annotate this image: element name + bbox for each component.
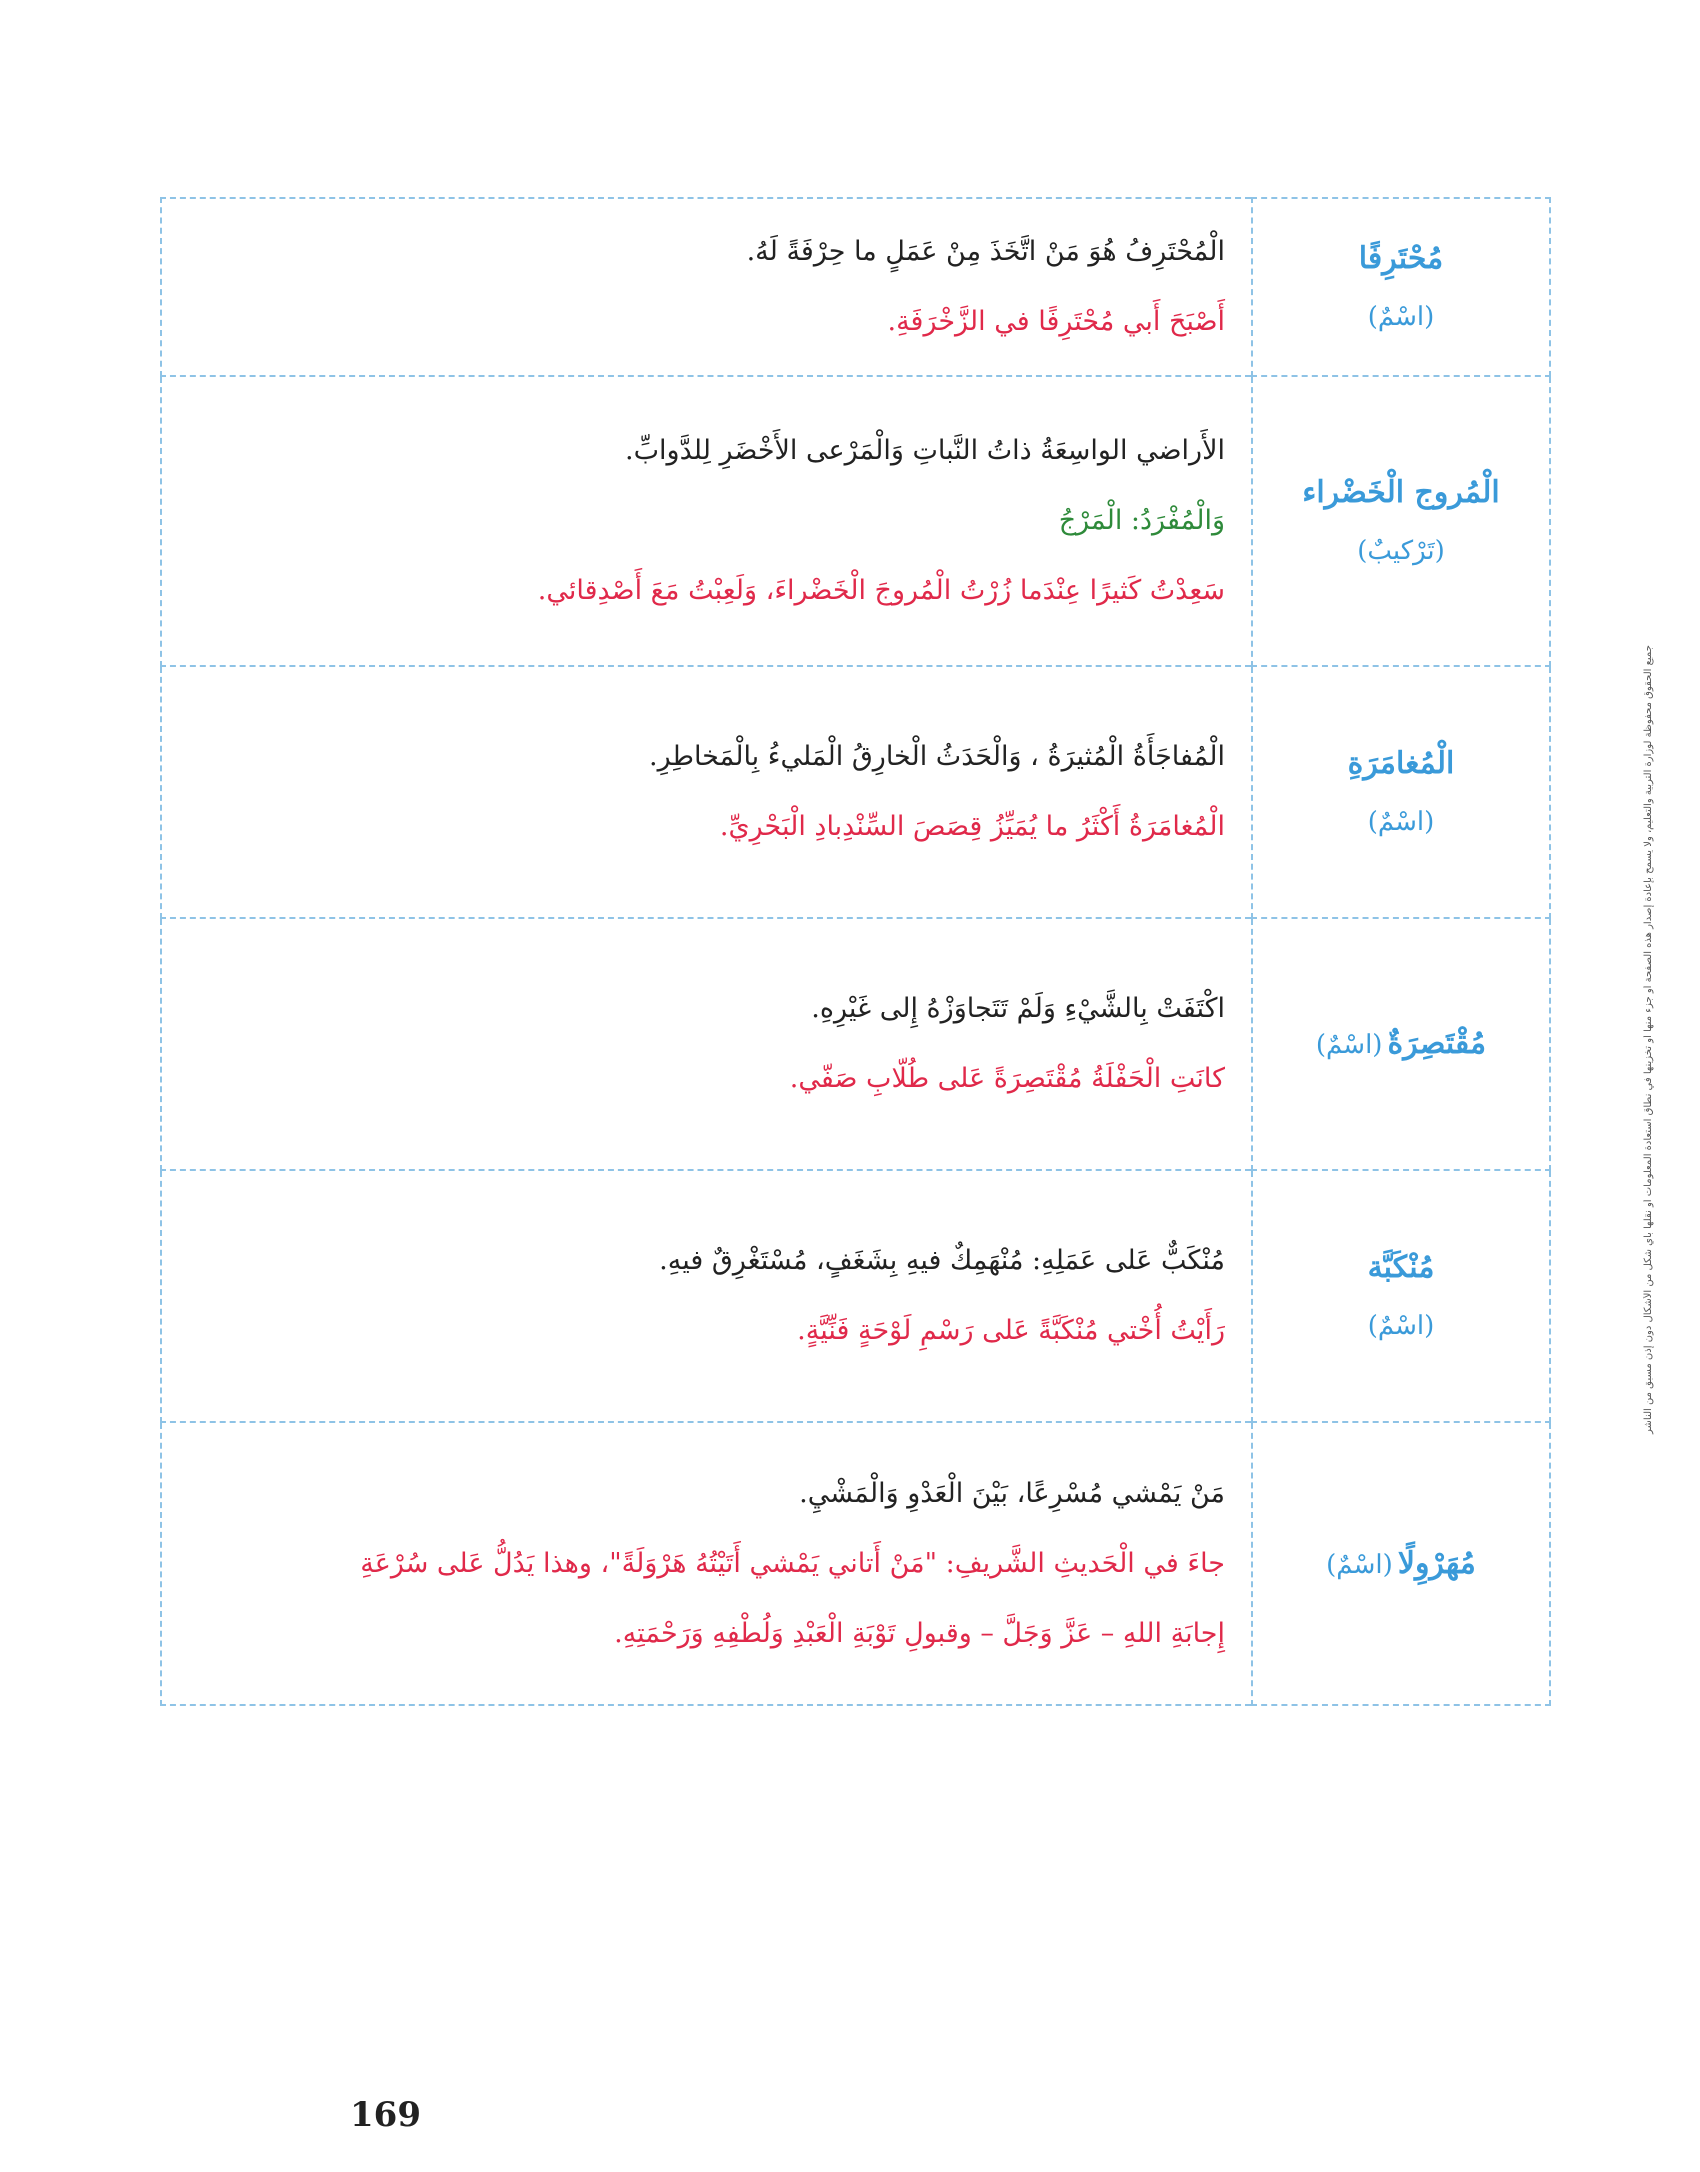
word-type: (اسْمٌ) (1367, 1311, 1435, 1342)
definition-text: الْمُفاجَأَةُ الْمُثيرَةُ ، وَالْحَدَثُ الْخارِقُ الْمَليءُ بِالْمَخاطِرِ. (648, 741, 1225, 772)
vocab-word: مُقْتَصِرَةٌ (1387, 1026, 1487, 1061)
vocab-word: الْمُغامَرَةِ (1347, 746, 1455, 782)
vocab-row (161, 666, 1550, 918)
example-sentence: كانَتِ الْحَفْلَةُ مُقْتَصِرَةً عَلى طُلّابِ صَفّي. (789, 1063, 1225, 1094)
page-number: 169 (350, 2095, 421, 2135)
word-type: (اسْمٌ) (1367, 807, 1435, 838)
vocab-word: الْمُروج الْخَضْراء (1302, 475, 1500, 511)
definition-cell (161, 376, 1252, 666)
word-type: (تَرْكيبٌ) (1357, 536, 1445, 567)
definition-cell (161, 918, 1252, 1170)
definition-text: مَنْ يَمْشي مُسْرِعًا، بَيْنَ الْعَدْوِ وَالْمَشْيِ. (799, 1477, 1225, 1509)
example-sentence: الْمُغامَرَةُ أَكْثَرُ ما يُمَيِّزُ قِصَصَ السِّنْدِبادِ الْبَحْرِيِّ. (719, 811, 1225, 842)
definition-text: اكْتَفَتْ بِالشَّيْءِ وَلَمْ تَتَجاوَزْهُ إِلى غَيْرِهِ. (811, 993, 1225, 1024)
example-sentence: أَصْبَحَ أَبي مُحْتَرِفًا في الزَّخْرَفَةِ. (887, 306, 1225, 337)
copyright-note: جميع الحقوق محفوظة لوزارة التربية والتعليم، ولا يسمح بإعادة إصدار هذه الصفحة أو جزء منها أو تخزينها في نطاق استعادة المعلومات أو نقلها بأي شكل من الأشكال دون إذن مسبق من الناشر (1643, 645, 1654, 1435)
example-sentence: رَأَيْتُ أُخْتي مُنْكَبَّةً عَلى رَسْمِ لَوْحَةٍ فَنِّيَّةٍ. (797, 1315, 1225, 1346)
word-type: (اسْمٌ) (1367, 302, 1435, 333)
vocab-row (161, 1170, 1550, 1422)
word-cell (1252, 918, 1550, 1170)
vocab-row (161, 198, 1550, 376)
word-cell (1252, 376, 1550, 666)
word-cell (1252, 1422, 1550, 1705)
vocab-word: مُهَرْوِلًا (1397, 1545, 1476, 1581)
vocab-row (161, 376, 1550, 666)
word-type: (اسْمٌ) (1326, 1549, 1393, 1580)
word-type: (اسْمٌ) (1315, 1030, 1383, 1060)
definition-text: مُنْكَبٌّ عَلى عَمَلِهِ: مُنْهَمِكٌ فيهِ بِشَغَفٍ، مُسْتَغْرِقٌ فيهِ. (659, 1245, 1225, 1276)
definition-text: الأَراضي الواسِعَةُ ذاتُ النَّباتِ وَالْمَرْعى الأَخْضَرِ لِلدَّوابِّ. (625, 435, 1225, 466)
word-cell (1252, 1170, 1550, 1422)
singular-form: وَالْمُفْرَدُ: الْمَرْجُ (1058, 505, 1225, 536)
vocab-row (161, 1422, 1550, 1705)
example-sentence: سَعِدْتُ كَثيرًا عِنْدَما زُرْتُ الْمُروجَ الْخَضْراءَ، وَلَعِبْتُ مَعَ أَصْدِقائي. (537, 575, 1225, 606)
definition-cell (161, 666, 1252, 918)
word-cell (1252, 198, 1550, 376)
vocabulary-table (160, 197, 1551, 1706)
definition-cell (161, 1170, 1252, 1422)
example-sentence: إِجابَةِ اللهِ – عَزَّ وَجَلَّ – وقبولِ تَوْبَةِ الْعَبْدِ وَلُطْفِهِ وَرَحْمَتِهِ. (614, 1617, 1225, 1649)
word-cell (1252, 666, 1550, 918)
vocab-word: مُنْكَبَّة (1367, 1250, 1435, 1286)
vocab-row (161, 918, 1550, 1170)
definition-cell (161, 1422, 1252, 1705)
definition-text: الْمُحْتَرِفُ هُوَ مَنْ اتَّخَذَ مِنْ عَمَلٍ ما حِرْفَةً لَهُ. (746, 236, 1225, 267)
example-sentence: جاءَ في الْحَديثِ الشَّريفِ: "مَنْ أَتاني يَمْشي أَتَيْتُهُ هَرْوَلَةً"، وهذا يَدُلُّ عَلى سُرْعَةِ (360, 1547, 1225, 1579)
vocab-word: مُحْتَرِفًا (1358, 241, 1444, 277)
definition-cell (161, 198, 1252, 376)
